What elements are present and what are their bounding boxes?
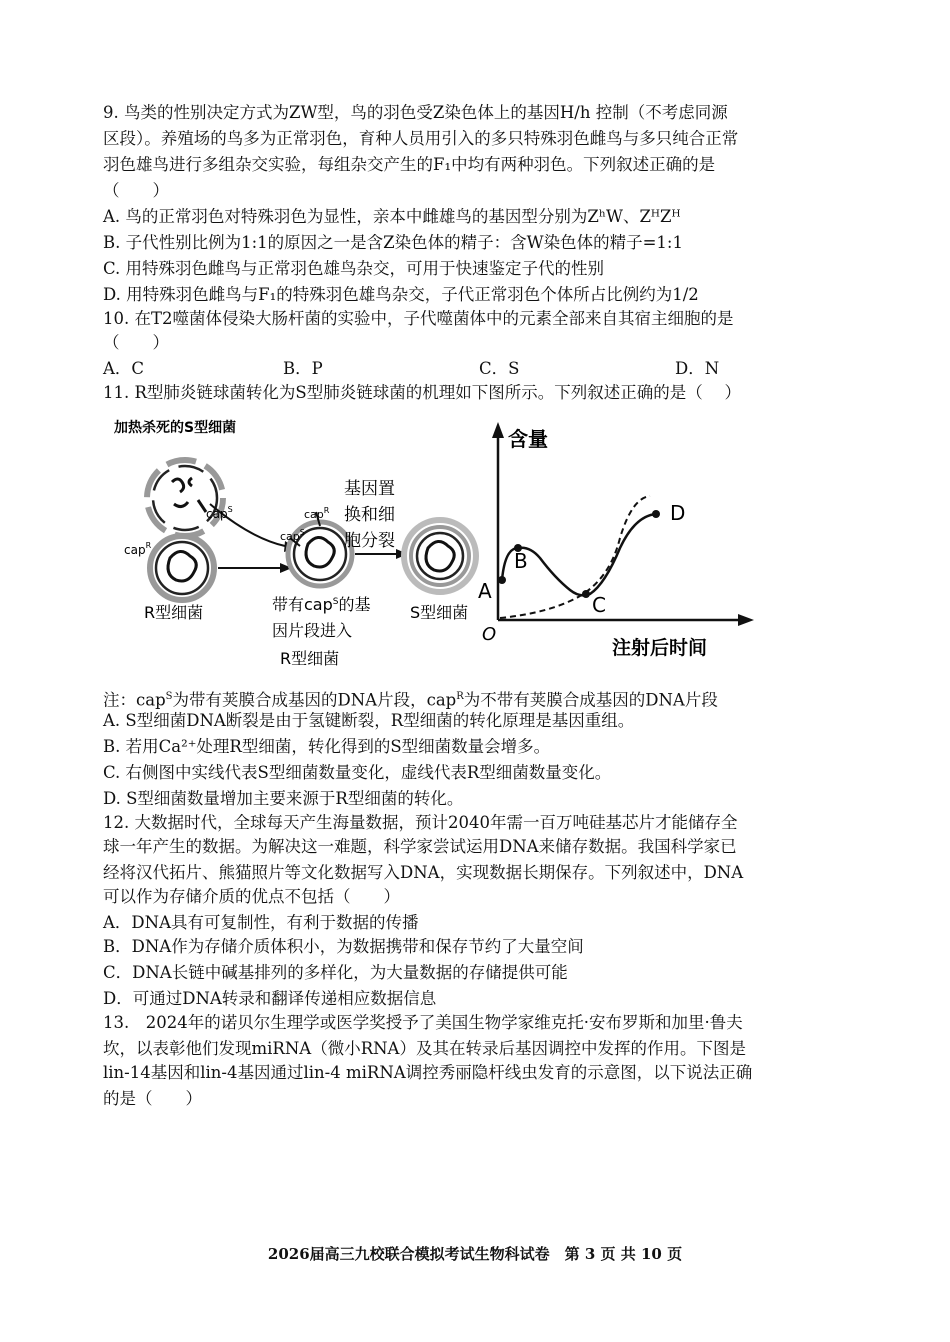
page-footer: 2026届高三九校联合模拟考试生物科试卷 第 3 页 共 10 页 <box>267 1245 683 1263</box>
q9-option-a: A. 鸟的正常羽色对特殊羽色为显性，亲本中雌雄鸟的基因型分别为ZʰW、ZᴴZᴴ <box>103 207 681 226</box>
point-c-label: C <box>592 593 606 617</box>
entry-label-line-1: 带有cap$^S$的基 <box>272 595 371 614</box>
entry-label-line-2: 因片段进入 <box>272 621 353 640</box>
q12-option-a: A．DNA具有可复制性，有利于数据的传播 <box>103 913 419 932</box>
q12-option-c: C．DNA长链中碱基排列的多样化，为大量数据的存储提供可能 <box>103 963 568 982</box>
q11-stem: 11. R型肺炎链球菌转化为S型肺炎链球菌的机理如下图所示。下列叙述正确的是（ ） <box>103 383 741 402</box>
dead-s-cell-label: 加热杀死的S型细菌 <box>114 420 237 436</box>
q10-option-b: B．P <box>283 359 323 378</box>
q11-option-d: D. S型细菌数量增加主要来源于R型细菌的转化。 <box>103 789 464 808</box>
q11-figure <box>100 408 860 680</box>
point-a-label: A <box>478 579 492 603</box>
r-cell-label: R型细菌 <box>144 603 204 622</box>
cap-s-label: cap$^S$ <box>206 505 233 521</box>
point-c <box>582 590 590 598</box>
q12-stem-line-4: 可以作为存储介质的优点不包括（ ） <box>103 887 400 906</box>
y-axis-arrow <box>492 422 504 438</box>
cap-r-label-mid: cap$^R$ <box>304 506 330 521</box>
step-label-line-3: 胞分裂 <box>344 531 395 551</box>
x-axis-label: 注射后时间 <box>612 637 708 659</box>
q12-option-d: D．可通过DNA转录和翻译传递相应数据信息 <box>103 989 437 1008</box>
point-d <box>652 510 660 518</box>
cap-s-label-mid: cap$^S$ <box>280 528 305 543</box>
cap-r-label-left: cap$^R$ <box>124 541 152 557</box>
q9-stem-line-1: 9. 鸟类的性别决定方式为ZW型，鸟的羽色受Z染色体上的基因H/h 控制（不考虑同源 <box>103 103 728 122</box>
y-axis-label: 含量 <box>508 427 548 451</box>
point-d-label: D <box>670 501 686 525</box>
step-label-line-2: 换和细 <box>344 505 395 525</box>
q9-option-b: B. 子代性别比例为1:1的原因之一是含Z染色体的精子：含W染色体的精子=1:1 <box>103 233 683 252</box>
q9-stem-line-2: 区段）。养殖场的鸟多为正常羽色，育种人员用引入的多只特殊羽色雌鸟与多只纯合正常 <box>103 129 739 148</box>
q13-stem-line-1: 13. 2024年的诺贝尔生理学或医学奖授予了美国生物学家维克托·安布罗斯和加里·鲁夫 <box>103 1013 743 1032</box>
q9-option-d: D. 用特殊羽色雌鸟与F₁的特殊羽色雄鸟杂交，子代正常羽色个体所占比例约为1/2 <box>103 285 699 304</box>
q11-figure-svg <box>100 408 860 680</box>
entry-label-line-3: R型细菌 <box>280 649 340 668</box>
q9-option-c: C. 用特殊羽色雌鸟与正常羽色雄鸟杂交，可用于快速鉴定子代的性别 <box>103 259 605 278</box>
point-a <box>498 576 506 584</box>
q9-stem-line-4: （ ） <box>103 181 169 200</box>
r-cell-left <box>150 536 214 600</box>
q10-stem-line-2: （ ） <box>103 333 169 352</box>
s-cell-label: S型细菌 <box>410 603 469 622</box>
q10-option-a: A．C <box>103 359 145 378</box>
q11-option-b: B. 若用Ca²⁺处理R型细菌，转化得到的S型细菌数量会增多。 <box>103 737 551 756</box>
q12-option-b: B．DNA作为存储介质体积小，为数据携带和保存节约了大量空间 <box>103 937 584 956</box>
q13-stem-line-2: 坎，以表彰他们发现miRNA（微小RNA）及其在转录后基因调控中发挥的作用。下图是 <box>103 1039 746 1058</box>
r-cell-middle <box>288 512 352 586</box>
x-axis-arrow <box>738 614 754 626</box>
q11-option-c: C. 右侧图中实线代表S型细菌数量变化，虚线代表R型细菌数量变化。 <box>103 763 612 782</box>
q11-note: 注：cap$^S$为带有荚膜合成基因的DNA片段，cap$^R$为不带有荚膜合成基因的DNA片段 <box>103 690 718 710</box>
q13-stem-line-3: lin-14基因和lin-4基因通过lin-4 miRNA调控秀丽隐杆线虫发育的示意图，以下说法正确 <box>103 1063 753 1082</box>
q11-option-a: A. S型细菌DNA断裂是由于氢键断裂，R型细菌的转化原理是基因重组。 <box>103 711 635 730</box>
origin-label: O <box>482 624 497 645</box>
step-label-line-1: 基因置 <box>344 479 395 499</box>
q13-stem-line-4: 的是（ ） <box>103 1089 202 1108</box>
point-b-label: B <box>514 549 528 573</box>
q9-stem-line-3: 羽色雄鸟进行多组杂交实验，每组杂交产生的F₁中均有两种羽色。下列叙述正确的是 <box>103 155 716 174</box>
q12-stem-line-2: 球一年产生的数据。为解决这一难题，科学家尝试运用DNA来储存数据。我国科学家已 <box>103 837 737 856</box>
q10-options <box>103 356 719 382</box>
dead-s-cell <box>147 460 223 536</box>
q10-option-c: C．S <box>479 359 520 378</box>
q12-stem-line-1: 12. 大数据时代，全球每天产生海量数据，预计2040年需一百万吨硅基芯片才能储存全 <box>103 813 738 832</box>
q10-stem-line-1: 10. 在T2噬菌体侵染大肠杆菌的实验中，子代噬菌体中的元素全部来自其宿主细胞的是 <box>103 309 734 328</box>
q10-option-d: D．N <box>675 359 720 378</box>
q12-stem-line-3: 经将汉代拓片、熊猫照片等文化数据写入DNA，实现数据长期保存。下列叙述中，DNA <box>103 863 744 882</box>
s-cell-right <box>404 520 476 592</box>
q11-graph <box>478 422 754 659</box>
